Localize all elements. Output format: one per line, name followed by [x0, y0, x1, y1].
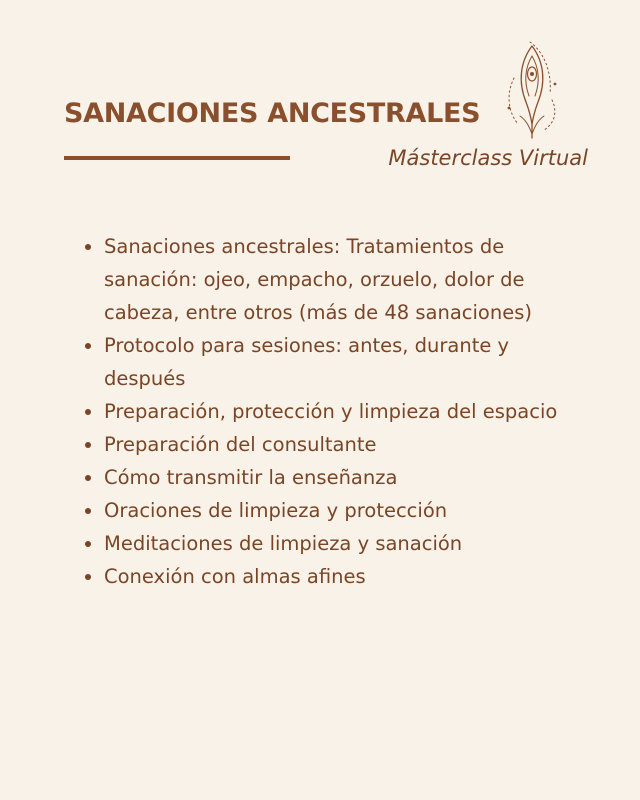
topics-list: [80, 230, 580, 593]
topics-section: [80, 230, 580, 593]
feather-icon: [500, 38, 564, 142]
list-item: • Oraciones de limpieza y protección: [104, 494, 580, 527]
list-item: • Cómo transmitir la enseñanza: [104, 461, 580, 494]
list-item: • Preparación del consultante: [104, 428, 580, 461]
page-subtitle: Másterclass Virtual: [388, 146, 588, 170]
list-item: • Meditaciones de limpieza y sanación: [104, 527, 580, 560]
list-item: • Protocolo para sesiones: antes, durante y después: [104, 329, 580, 395]
list-item: • Conexión con almas afines: [104, 560, 580, 593]
page-title: SANACIONES ANCESTRALES: [64, 98, 481, 129]
list-item: • Sanaciones ancestrales: Tratamientos de sanación: ojeo, empacho, orzuelo, dolor de cabeza, entre otros (más de 48 sanaciones): [104, 230, 580, 329]
title-underline: [64, 156, 290, 160]
list-item: • Preparación, protección y limpieza del espacio: [104, 395, 580, 428]
